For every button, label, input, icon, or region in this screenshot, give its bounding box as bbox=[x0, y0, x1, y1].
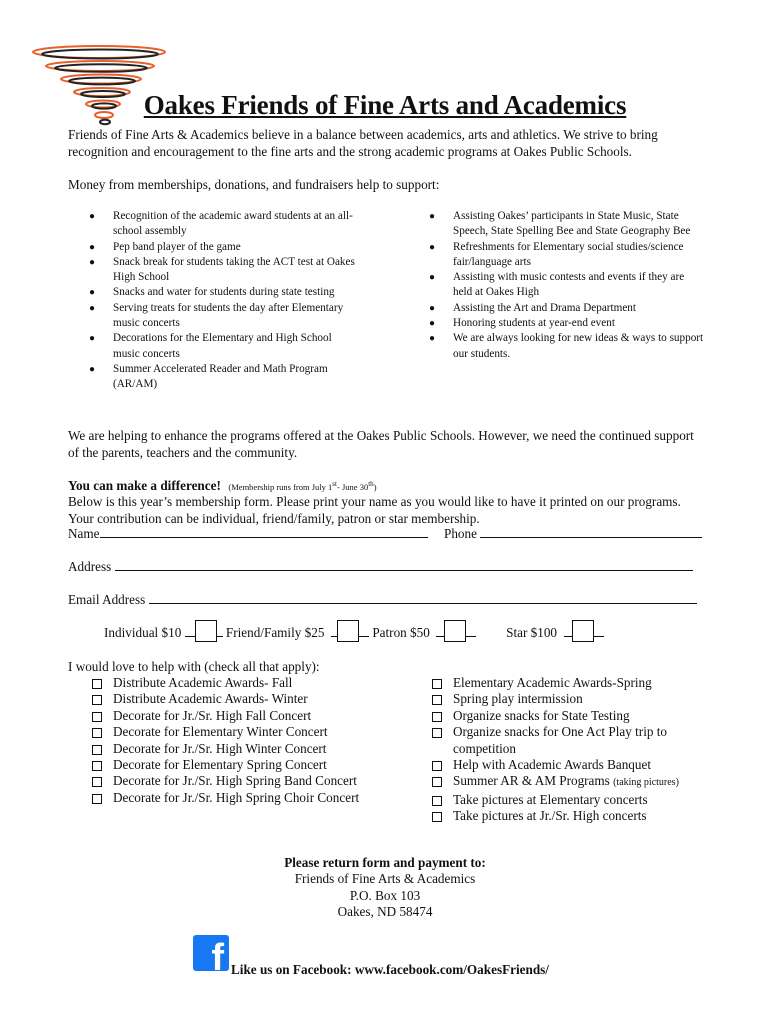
list-item[interactable]: Decorate for Jr./Sr. High Spring Band Concert bbox=[92, 773, 362, 789]
return-line: Friends of Fine Arts & Academics bbox=[294, 871, 476, 887]
list-item: ● Assisting with music contests and events if they are held at Oakes High bbox=[429, 271, 685, 299]
facebook-icon[interactable]: f bbox=[193, 935, 229, 971]
list-item[interactable]: Distribute Academic Awards- Fall bbox=[92, 675, 362, 691]
difference-label: You can make a difference! bbox=[68, 477, 221, 493]
checkbox-icon[interactable] bbox=[432, 695, 442, 705]
email-label: Email Address bbox=[68, 592, 146, 607]
return-line: P.O. Box 103 bbox=[349, 887, 421, 903]
bullet-icon: ● bbox=[429, 211, 436, 222]
tier-line bbox=[594, 624, 604, 637]
phone-label: Phone bbox=[443, 526, 477, 541]
tier-individual-checkbox[interactable] bbox=[195, 620, 217, 642]
bullet-icon: ● bbox=[429, 333, 436, 345]
list-item: ● Decorations for the Elementary and High School music concerts bbox=[89, 332, 332, 360]
list-item[interactable]: Decorate for Jr./Sr. High Winter Concert bbox=[92, 741, 362, 757]
page-title: Oakes Friends of Fine Arts and Academics bbox=[143, 90, 627, 120]
list-item[interactable]: Decorate for Elementary Spring Concert bbox=[92, 757, 362, 773]
address-field[interactable] bbox=[115, 558, 693, 571]
checkbox-icon[interactable] bbox=[92, 728, 102, 738]
bullet-icon: ● bbox=[89, 302, 96, 314]
list-item: ● Snack break for students taking the ACT test at Oakes High School bbox=[89, 255, 355, 284]
list-item[interactable]: Organize snacks for State Testing bbox=[432, 708, 707, 724]
tier-patron-checkbox[interactable] bbox=[444, 620, 466, 642]
facebook-link[interactable]: Like us on Facebook: www.facebook.com/OakesFriends/ bbox=[231, 962, 549, 977]
checkbox-icon[interactable] bbox=[92, 794, 102, 804]
checkbox-icon[interactable] bbox=[432, 777, 442, 787]
tier-friend-family-label: Friend/Family $25 bbox=[225, 625, 325, 640]
name-label: Name bbox=[68, 526, 100, 541]
list-item[interactable]: Organize snacks for One Act Play trip to competition bbox=[432, 724, 707, 757]
tier-line bbox=[217, 624, 223, 637]
membership-runs-note: (Membership runs from July 1st- June 30th) bbox=[228, 480, 377, 492]
help-heading: I would love to help with (check all that apply): bbox=[68, 659, 320, 674]
list-item: ● Assisting Oakes’ participants in State Music, State Speech, State Spelling Bee and State Geography Bee bbox=[429, 210, 691, 238]
list-item: ● Serving treats for students the day after Elementary music concerts bbox=[89, 301, 344, 330]
checkbox-icon[interactable] bbox=[92, 695, 102, 705]
checkbox-icon[interactable] bbox=[92, 712, 102, 722]
name-field[interactable] bbox=[100, 525, 428, 538]
list-item: ● Refreshments for Elementary social studies/science fair/language arts bbox=[429, 240, 684, 268]
list-item: ● Snacks and water for students during state testing bbox=[89, 285, 359, 300]
checkbox-icon[interactable] bbox=[92, 777, 102, 787]
list-item: ● Honoring students at year-end event bbox=[429, 316, 704, 331]
checkbox-icon[interactable] bbox=[432, 728, 442, 738]
bullet-icon: ● bbox=[429, 318, 436, 330]
checkbox-icon[interactable] bbox=[432, 679, 442, 689]
checkbox-icon[interactable] bbox=[92, 761, 102, 771]
tier-friend-family-checkbox[interactable] bbox=[337, 620, 359, 642]
list-item[interactable]: Take pictures at Elementary concerts bbox=[432, 792, 707, 808]
support-list-left bbox=[89, 209, 359, 393]
tier-line bbox=[436, 624, 444, 637]
bullet-icon: ● bbox=[89, 256, 96, 268]
list-item[interactable]: Decorate for Elementary Winter Concert bbox=[92, 724, 362, 740]
bullet-icon: ● bbox=[89, 363, 96, 375]
money-line: Money from memberships, donations, and fundraisers help to support: bbox=[68, 177, 440, 192]
membership-tiers-row bbox=[104, 620, 604, 644]
email-field[interactable] bbox=[149, 591, 697, 604]
list-item: ● Recognition of the academic award students at an all-school assembly bbox=[89, 210, 353, 238]
below-text: Below is this year’s membership form. Please print your name as you would like to have it printed on our programs. Your contribution can be individual, friend/family, patron or star membership. bbox=[68, 494, 681, 526]
list-item[interactable]: Take pictures at Jr./Sr. High concerts bbox=[432, 808, 707, 824]
bullet-icon: ● bbox=[429, 302, 436, 314]
return-address-block bbox=[0, 855, 770, 921]
tier-individual-label: Individual $10 bbox=[104, 625, 182, 640]
name-phone-row bbox=[68, 525, 702, 542]
list-item: ● Assisting the Art and Drama Department bbox=[429, 301, 704, 316]
help-list-right bbox=[432, 675, 707, 825]
email-row bbox=[68, 591, 697, 608]
list-item[interactable]: Elementary Academic Awards-Spring bbox=[432, 675, 707, 691]
taking-pictures-note: (taking pictures) bbox=[613, 777, 679, 789]
tier-star-checkbox[interactable] bbox=[572, 620, 594, 642]
bullet-icon: ● bbox=[89, 241, 96, 253]
support-list-right bbox=[429, 209, 704, 362]
list-item[interactable]: Decorate for Jr./Sr. High Spring Choir Concert bbox=[92, 790, 362, 806]
checkbox-icon[interactable] bbox=[432, 796, 442, 806]
list-item: ● We are always looking for new ideas & ways to support our students. bbox=[429, 332, 704, 360]
bullet-icon: ● bbox=[89, 211, 96, 222]
tier-line bbox=[564, 624, 572, 637]
return-heading: Please return form and payment to: bbox=[284, 855, 486, 870]
tier-line bbox=[466, 624, 476, 637]
checkbox-icon[interactable] bbox=[92, 679, 102, 689]
list-item: ● Summer Accelerated Reader and Math Program (AR/AM) bbox=[89, 362, 328, 391]
tier-patron-label: Patron $50 bbox=[372, 625, 430, 640]
tier-line bbox=[185, 624, 195, 637]
address-label: Address bbox=[68, 559, 112, 574]
list-item[interactable]: Distribute Academic Awards- Winter bbox=[92, 691, 362, 707]
list-item[interactable]: Summer AR & AM Programs (taking pictures) bbox=[432, 773, 707, 791]
return-line: Oakes, ND 58474 bbox=[337, 904, 433, 920]
list-item[interactable]: Help with Academic Awards Banquet bbox=[432, 757, 707, 773]
phone-field[interactable] bbox=[480, 525, 702, 538]
list-item[interactable]: Spring play intermission bbox=[432, 691, 707, 707]
intro-paragraph: Friends of Fine Arts & Academics believe in a balance between academics, arts and athletics. We strive to bring recognition and encouragement to the fine arts and the strong academic programs at Oakes Public Schools. bbox=[68, 127, 658, 159]
checkbox-icon[interactable] bbox=[432, 761, 442, 771]
checkbox-icon[interactable] bbox=[432, 812, 442, 822]
tier-star-label: Star $100 bbox=[506, 625, 558, 640]
bullet-icon: ● bbox=[429, 241, 436, 253]
help-list-left bbox=[92, 675, 362, 806]
helping-paragraph: We are helping to enhance the programs offered at the Oakes Public Schools. However, we need the continued support of the parents, teachers and the community. bbox=[68, 428, 694, 460]
checkbox-icon[interactable] bbox=[92, 745, 102, 755]
list-item[interactable]: Decorate for Jr./Sr. High Fall Concert bbox=[92, 708, 362, 724]
bullet-icon: ● bbox=[89, 287, 96, 299]
list-item: ● Pep band player of the game bbox=[89, 240, 359, 255]
checkbox-icon[interactable] bbox=[432, 712, 442, 722]
bullet-icon: ● bbox=[89, 333, 96, 345]
address-row bbox=[68, 558, 693, 575]
tier-line bbox=[359, 624, 369, 637]
bullet-icon: ● bbox=[429, 272, 436, 284]
